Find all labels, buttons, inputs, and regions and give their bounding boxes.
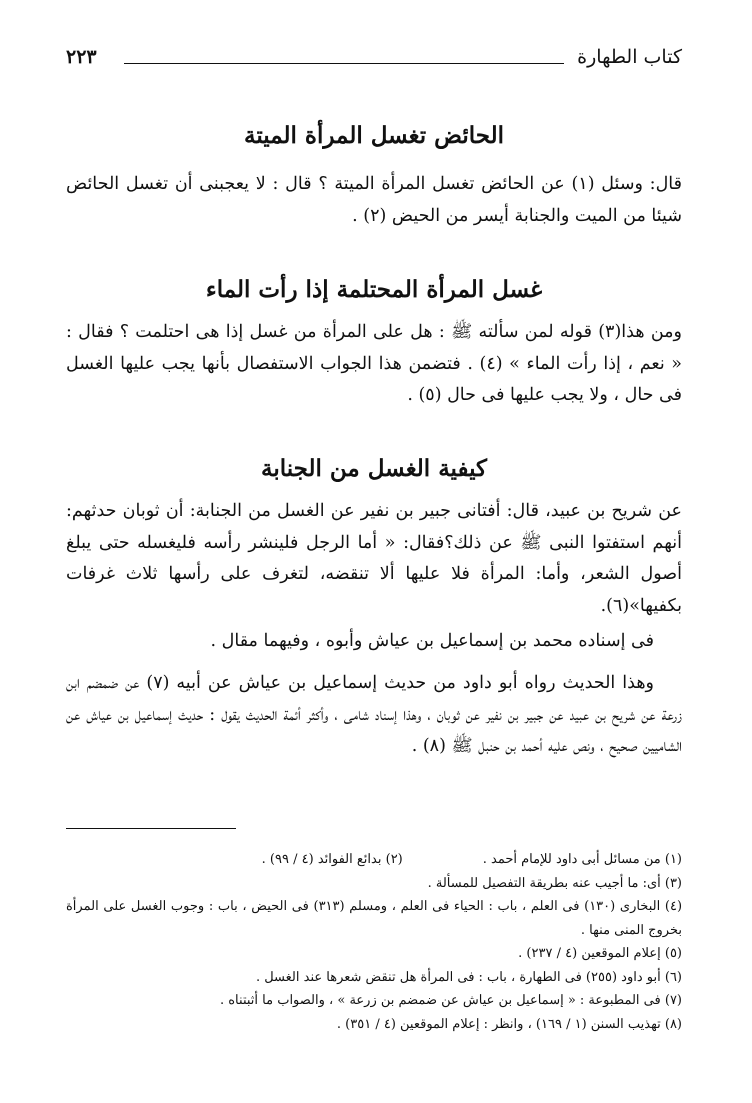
book-page xyxy=(66,0,682,1103)
chapter-title: كتاب الطهارة xyxy=(577,46,682,68)
paragraph: قال: وسئل (١) عن الحائض تغسل المرأة الميتة ؟ قال : لا يعجبنى أن تغسل الحائض شيئا من الميت والجنابة أيسر من الحيض (٢) . xyxy=(66,174,682,226)
footnotes xyxy=(66,848,682,1036)
footnote-separator xyxy=(66,828,236,829)
paragraph: ومن هذا(٣) قوله لمن سألته ﷺ : هل على المرأة من غسل إذا هى احتلمت ؟ فقال : « نعم ، إذا رأت الماء » (٤) . فتضمن هذا الجواب الاستفصال بأنها يجب عليها الغسل فى حال ، ولا يجب عليها فى حال (٥) . xyxy=(66,322,683,405)
footnote: (٦) أبو داود (٢٥٥) فى الطهارة ، باب : فى المرأة هل تنقض شعرها عند الغسل . xyxy=(255,969,682,985)
footnote: (٢) بدائع الفوائد (٤ / ٩٩) . xyxy=(261,852,403,867)
paragraph: عن شريح بن عبيد، قال: أفتانى جبير بن نفير عن الغسل من الجنابة: أن ثوبان حدثهم: أنهم استفتوا النبى ﷺ عن ذلك؟فقال: « أما الرجل فلينشر رأسه فليغسله حتى يبلغ أصول الشعر، وأما: المرأة فلا عليها ألا تنقضه، لتغرف على رأسها ثلاث غرفات بكفيها»(٦). xyxy=(66,501,682,616)
footnote: (٨) تهذيب السنن (١ / ١٦٩) ، وانظر : إعلام الموقعين (٤ / ٣٥١) . xyxy=(336,1016,682,1032)
section-title: غسل المرأة المحتلمة إذا رأت الماء xyxy=(205,276,543,303)
running-header xyxy=(66,46,682,72)
paragraph: فى إسناده محمد بن إسماعيل بن عياش وأبوه ، وفيهما مقال . xyxy=(210,631,654,651)
section-title: كيفية الغسل من الجنابة xyxy=(260,455,487,482)
footnote: (٧) فى المطبوعة : « إسماعيل بن عياش عن ضمضم بن زرعة » ، والصواب ما أثبتناه . xyxy=(219,993,682,1008)
footnote-row xyxy=(66,848,682,872)
footnote: (١) من مسائل أبى داود للإمام أحمد . xyxy=(482,852,682,867)
header-rule xyxy=(124,63,564,64)
footnote: (٤) البخارى (١٣٠) فى العلم ، باب : الحياء فى العلم ، ومسلم (٣١٣) فى الحيض ، باب : وجوب الغسل على المرأة بخروج المنى منها . xyxy=(66,899,683,938)
section-title: الحائض تغسل المرأة الميتة xyxy=(243,122,505,149)
paragraph: وهذا الحديث رواه أبو داود من حديث إسماعيل بن عياش عن أبيه (٧) عن ضمضم ابن زرعة عن شريح بن عبيد عن جبير بن نفير عن ثوبان ، وهذا إسناد شامى ، وأكثر أئمة الحديث يقول : حديث إسماعيل بن عياش عن الشاميين صحيح ، ونص عليه أحمد بن حنبل ﷺ (٨) . xyxy=(66,673,682,756)
footnote: (٥) إعلام الموقعين (٤ / ٢٣٧) . xyxy=(518,946,682,961)
footnote: (٣) أى: ما أجيب عنه بطريقة التفصيل للمسألة . xyxy=(427,875,682,891)
page-number: ٢٢٣ xyxy=(66,46,97,68)
